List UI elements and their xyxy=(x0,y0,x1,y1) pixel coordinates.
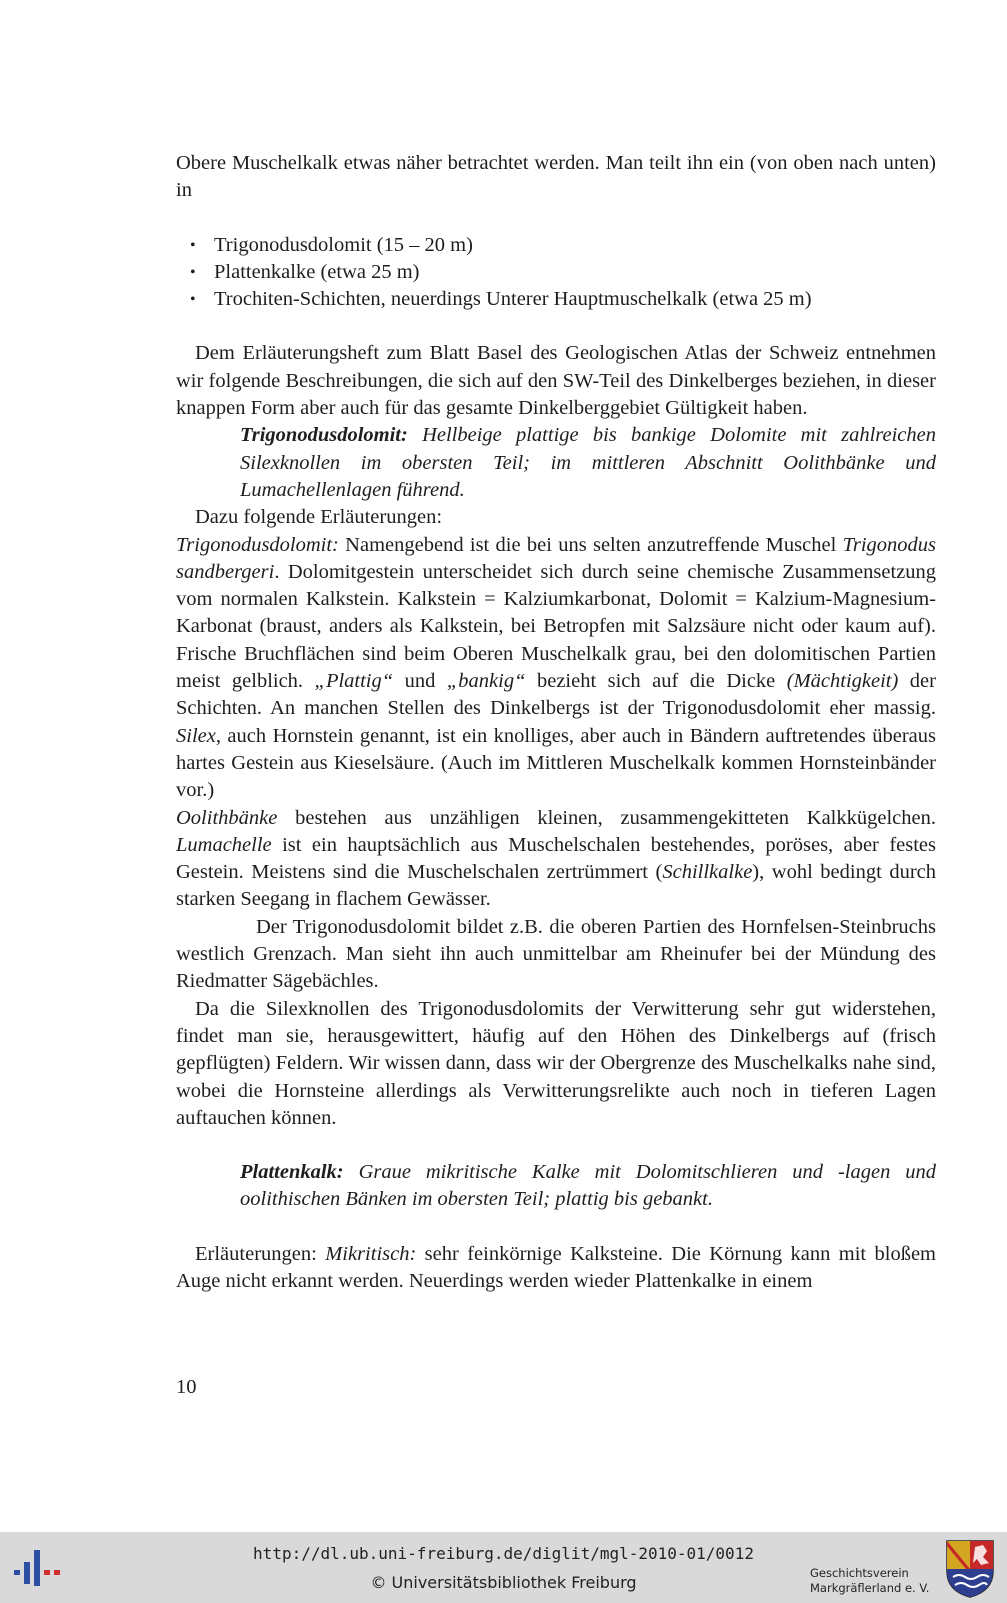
page-number: 10 xyxy=(176,1376,197,1398)
text-run: und xyxy=(393,670,447,693)
quote-text: Graue mikritische Kalke mit Dolomitschlieren und -lagen und oolithischen Bänken im obersten Teil; plattig bis gebankt. xyxy=(240,1161,936,1211)
term-lumachelle: Lumachelle xyxy=(176,833,272,856)
coat-of-arms-icon xyxy=(945,1539,995,1599)
footer-copyright: © Universitätsbibliothek Freiburg xyxy=(370,1573,637,1592)
org-line-1: Geschichtsverein xyxy=(810,1566,909,1580)
paragraph-namengebend xyxy=(176,532,936,805)
text-run: . Dolomitgestein unterscheidet sich durch seine chemische Zusammensetzung vom normalen Kalkstein. Kalkstein = Kalziumkarbonat, Dolomit = Kalzium-Magnesium-Karbonat (braust, anders als Kalkstein, bei Betropfen mit Salzsäure nicht oder kaum auf). Frische Bruchflächen sind beim Oberen Muschelkalk grau, bei den dolomitischen Partien meist gelblich. xyxy=(176,560,936,693)
text-run: der Schichten. An manchen Stellen des Dinkelbergs ist der Trigonodusdolomit eher massig. xyxy=(176,670,936,720)
footer-url-link[interactable]: http://dl.ub.uni-freiburg.de/diglit/mgl-2010-01/0012 xyxy=(253,1544,754,1563)
term-trigonodusdolomit: Trigonodusdolomit: xyxy=(176,533,339,556)
text-run: bestehen aus unzähligen kleinen, zusammengekitteten Kalkkügelchen. xyxy=(277,806,936,829)
footer-organization xyxy=(810,1566,929,1596)
term-oolithbaenke: Oolithbänke xyxy=(176,806,278,829)
text-run: Erläuterungen: xyxy=(195,1242,326,1265)
bullet-item-trigonodusdolomit: • Trigonodusdolomit (15 – 20 m) xyxy=(190,232,936,259)
text-run: bezieht sich auf die Dicke xyxy=(525,670,787,693)
term-bankig: „bankig“ xyxy=(446,670,526,693)
quote-trigonodusdolomit xyxy=(240,422,936,504)
quote-text: Hellbeige plattige bis bankige Dolomite mit zahlreichen Silexknollen im obersten Teil; im mittleren Abschnitt Oolithbänke und Lumachellenlagen führend. xyxy=(240,424,936,501)
term-maechtigkeit: (Mächtigkeit) xyxy=(786,670,899,693)
term-plattig: „Plattig“ xyxy=(314,670,394,693)
text-run: sehr feinkörnige Kalksteine. Die Körnung kann mit bloßem Auge nicht erkannt werden. Neuerdings werden wieder Plattenkalke in einem xyxy=(176,1242,936,1292)
paragraph-silexknollen: Da die Silexknollen des Trigonodusdolomits der Verwitterung sehr gut widerstehen, findet man sie, herausgewittert, häufig auf den Höhen des Dinkelbergs auf (frisch gepflügten) Feldern. Wir wissen dann, dass wir der Obergrenze des Muschelkalks nahe sind, wobei die Hornsteine allerdings als Verwitterungsrelikte auch noch in tieferen Lagen auftauchen können. xyxy=(176,997,936,1129)
text-run: ist ein hauptsächlich aus Muschelschalen bestehendes, poröses, aber festes Gestein. Meistens sind die Muschelschalen zertrümmert ( xyxy=(176,833,936,884)
bullet-item-trochiten: • Trochiten-Schichten, neuerdings Unterer Hauptmuschelkalk (etwa 25 m) xyxy=(190,286,936,313)
paragraph-steinbruch: Der Trigonodusdolomit bildet z.B. die oberen Partien des Hornfelsen-Steinbruchs westlich Grenzach. Man sieht ihn auch unmittelbar am Rheinufer bei der Mündung des Riedmatter Sägebächles. xyxy=(176,915,936,993)
paragraph-gap xyxy=(176,1132,936,1159)
paragraph-gap xyxy=(176,1214,936,1241)
term-mikritisch: Mikritisch: xyxy=(325,1242,417,1265)
quote-term: Trigonodusdolomit: xyxy=(240,424,408,447)
paragraph-erlaeuterungsheft: Dem Erläuterungsheft zum Blatt Basel des Geologischen Atlas der Schweiz entnehmen wir folgende Beschreibungen, die sich auf den SW-Teil des Dinkelberges beziehen, in dieser knappen Form aber auch für das gesamte Dinkelberggebiet Gültigkeit haben. xyxy=(176,342,936,420)
paragraph-mikritisch xyxy=(176,1241,936,1296)
term-schillkalke: Schillkalke xyxy=(662,861,753,884)
org-line-2: Markgräflerland e. V. xyxy=(810,1581,930,1595)
dazu-line: Dazu folgende Erläuterungen: xyxy=(195,506,443,529)
quote-plattenkalk xyxy=(240,1159,936,1214)
footer-bar xyxy=(0,1532,1007,1603)
text-run: , auch Hornstein genannt, ist ein knolliges, aber auch in Bändern auftretendes überaus hartes Gestein aus Kieselsäure. (Auch im Mittleren Muschelkalk kommen Hornsteinbänder vor.) xyxy=(176,724,936,802)
page-body xyxy=(176,150,936,1295)
text-run: ), wohl bedingt durch starken Seegang in flachem Gewässer. xyxy=(176,861,936,911)
species-name: Trigonodus sandbergeri xyxy=(176,533,936,583)
bullet-item-plattenkalke: • Plattenkalke (etwa 25 m) xyxy=(190,259,936,286)
quote-term: Plattenkalk: xyxy=(240,1161,344,1184)
paragraph-oolith xyxy=(176,805,936,914)
bullet-list xyxy=(176,232,936,314)
term-silex: Silex xyxy=(176,724,216,747)
intro-paragraph: Obere Muschelkalk etwas näher betrachtet werden. Man teilt ihn ein (von oben nach unten) in xyxy=(176,152,936,202)
text-run: Namengebend ist die bei uns selten anzutreffende Muschel xyxy=(338,533,843,556)
